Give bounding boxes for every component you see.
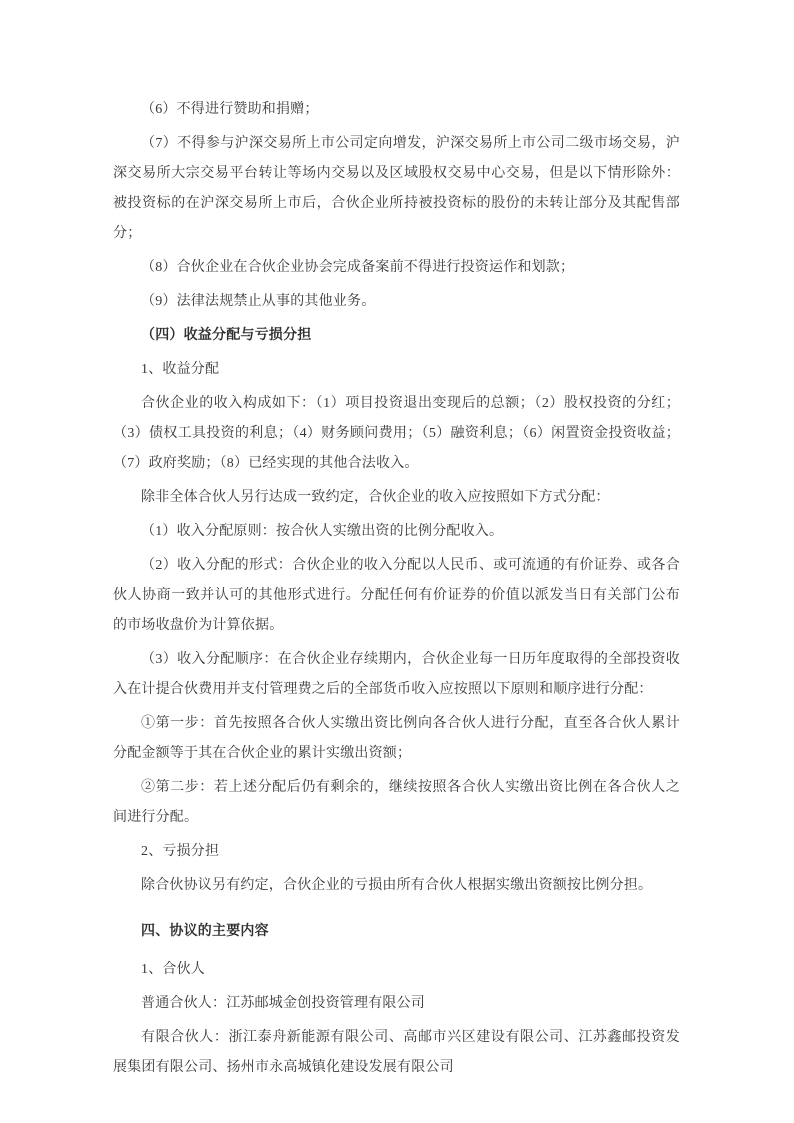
paragraph-income-composition: 合伙企业的收入构成如下：（1）项目投资退出变现后的总额；（2）股权投资的分红；（3）债权工具投资的利息；（4）财务顾问费用；（5）融资利息；（6）闲置资金投资收益；（7）政府奖励；（8）已经实现的其他合法收入。 xyxy=(113,396,680,471)
paragraph-income-distribution-title: 1、收益分配 xyxy=(141,362,220,377)
paragraph-loss-sharing-title: 2、亏损分担 xyxy=(141,844,220,859)
paragraph-general-partner: 普通合伙人：江苏邮城金创投资管理有限公司 xyxy=(141,996,425,1011)
paragraph-distribution-form: （2）收入分配的形式：合伙企业的收入分配以人民币、或可流通的有价证券、或各合伙人协商一致并认可的其他形式进行。分配任何有价证券的价值以派发当日有关部门公布的市场收盘价为计算依据。 xyxy=(113,558,680,633)
paragraph-prohibition-9: （9）法律法规禁止从事的其他业务。 xyxy=(141,294,376,309)
paragraph-distribution-step1: ①第一步：首先按照各合伙人实缴出资比例向各合伙人进行分配，直至各合伙人累计分配金额等于其在合伙企业的累计实缴出资额； xyxy=(113,716,680,761)
paragraph-prohibition-8: （8）合伙企业在合伙企业协会完成备案前不得进行投资运作和划款； xyxy=(141,260,575,275)
paragraph-distribution-principle: （1）收入分配原则：按合伙人实缴出资的比例分配收入。 xyxy=(141,524,504,539)
paragraph-limited-partners: 有限合伙人：浙江泰舟新能源有限公司、高邮市兴区建设有限公司、江苏鑫邮投资发展集团有限公司、扬州市永高城镇化建设发展有限公司 xyxy=(113,1030,680,1075)
paragraph-distribution-step2: ②第二步：若上述分配后仍有剩余的，继续按照各合伙人实缴出资比例在各合伙人之间进行分配。 xyxy=(113,780,680,825)
paragraph-prohibition-6: （6）不得进行赞助和捐赠； xyxy=(141,102,319,117)
paragraph-distribution-intro: 除非全体合伙人另行达成一致约定，合伙企业的收入应按照如下方式分配： xyxy=(141,490,610,505)
heading-agreement-main-content: 四、协议的主要内容 xyxy=(141,924,269,939)
paragraph-partners-title: 1、合伙人 xyxy=(141,962,205,977)
subheading-income-distribution: （四）收益分配与亏损分担 xyxy=(141,328,312,343)
paragraph-distribution-order: （3）收入分配顺序：在合伙企业存续期内，合伙企业每一日历年度取得的全部投资收入在计提合伙费用并支付管理费之后的全部货币收入应按照以下原则和顺序进行分配： xyxy=(113,652,680,697)
paragraph-loss-sharing-rule: 除合伙协议另有约定，合伙企业的亏损由所有合伙人根据实缴出资额按比例分担。 xyxy=(141,878,653,893)
paragraph-prohibition-7: （7）不得参与沪深交易所上市公司定向增发，沪深交易所上市公司二级市场交易，沪深交易所大宗交易平台转让等场内交易以及区域股权交易中心交易，但是以下情形除外：被投资标的在沪深交易所上市后，合伙企业所持被投资标的股份的未转让部分及其配售部分； xyxy=(113,136,680,241)
